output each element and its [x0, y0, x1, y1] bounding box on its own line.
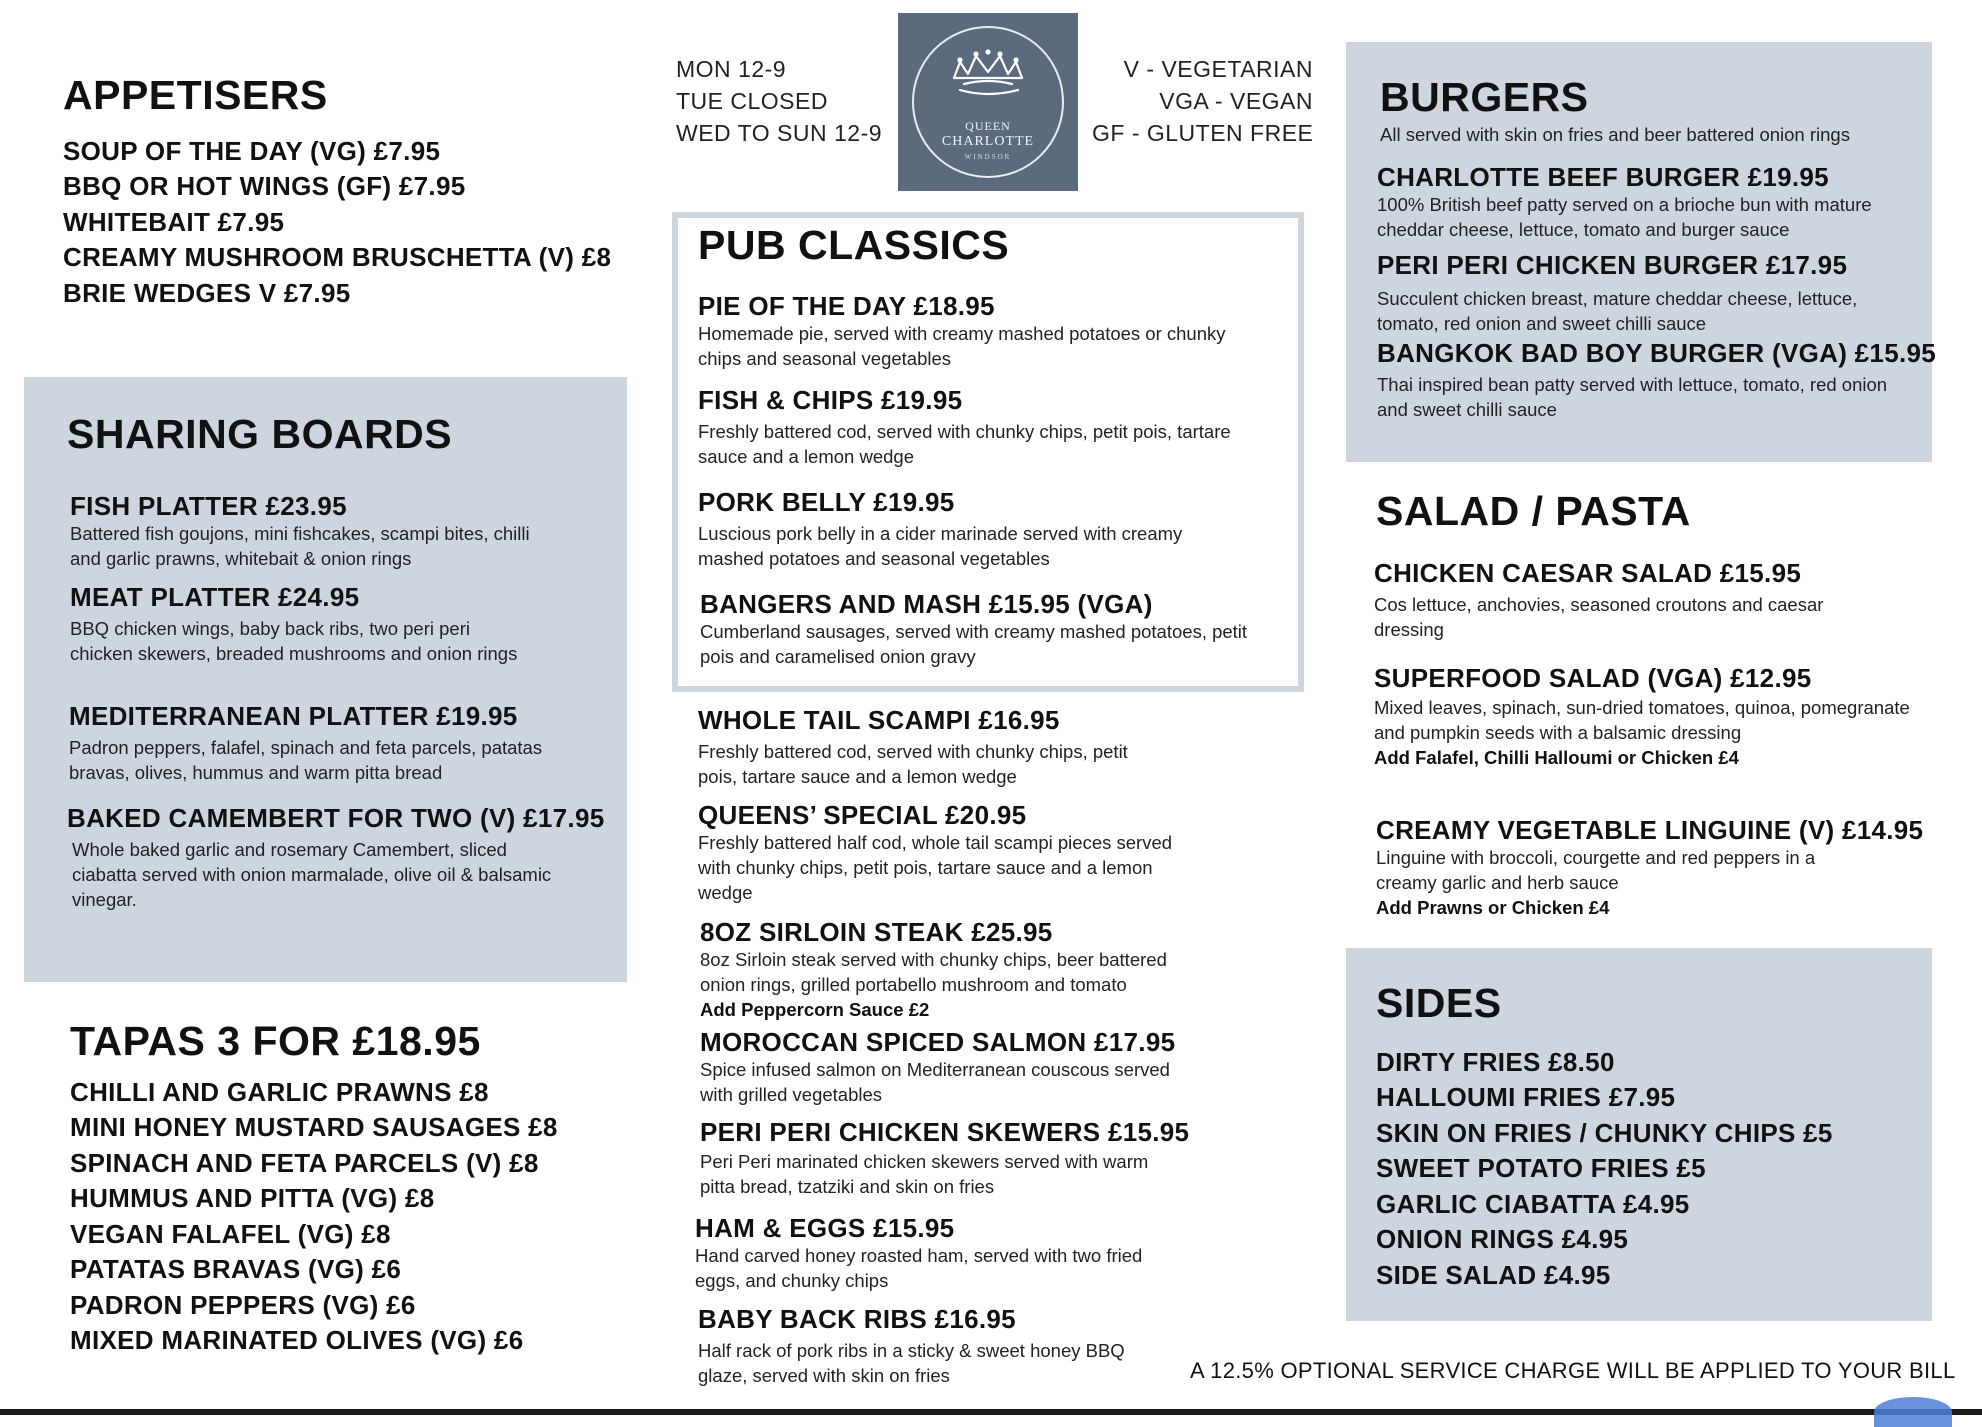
item-description: Thai inspired bean patty served with lettuce, tomato, red onion and sweet chilli sauce [1377, 374, 1888, 420]
item-name: CHICKEN CAESAR SALAD £15.95 [1374, 558, 1802, 588]
legend-line: VGA - VEGAN [1159, 88, 1313, 114]
item-description: 100% British beef patty served on a brioche bun with mature cheddar cheese, lettuce, tomato and burger sauce [1377, 194, 1872, 240]
side-item: SKIN ON FRIES / CHUNKY CHIPS £5 [1376, 1118, 1833, 1148]
sharing-boards-title: SHARING BOARDS [67, 411, 453, 457]
item-name: PERI PERI CHICKEN BURGER £17.95 [1377, 250, 1848, 280]
item-name: MEDITERRANEAN PLATTER £19.95 [69, 701, 518, 731]
item-name: 8OZ SIRLOIN STEAK £25.95 [700, 917, 1053, 947]
menu-item [700, 589, 1260, 669]
logo-text-windsor: WINDSOR [964, 153, 1012, 161]
item-description: 8oz Sirloin steak served with chunky chips, beer battered onion rings, grilled portabello mushroom and tomato [700, 949, 1167, 995]
sides-title: SIDES [1376, 980, 1502, 1026]
menu-item [698, 291, 1238, 371]
menu-item [70, 491, 550, 571]
side-item: ONION RINGS £4.95 [1376, 1224, 1629, 1254]
opening-hours [676, 53, 882, 149]
menu-item [700, 917, 1210, 1022]
appetiser-item: CREAMY MUSHROOM BRUSCHETTA (V) £8 [63, 242, 612, 272]
menu-item [698, 487, 1238, 571]
menu-item [1374, 663, 1914, 770]
item-description: Half rack of pork ribs in a sticky & sweet honey BBQ glaze, served with skin on fries [698, 1340, 1125, 1386]
item-description: Battered fish goujons, mini fishcakes, scampi bites, chilli and garlic prawns, whitebait & onion rings [70, 523, 530, 569]
item-description: Cumberland sausages, served with creamy mashed potatoes, petit pois and caramelised onion gravy [700, 621, 1248, 667]
item-name: QUEENS’ SPECIAL £20.95 [698, 800, 1027, 830]
tapas-item: MINI HONEY MUSTARD SAUSAGES £8 [70, 1112, 558, 1142]
dietary-legend [1092, 53, 1313, 149]
item-name: BABY BACK RIBS £16.95 [698, 1304, 1016, 1334]
burgers-title: BURGERS [1380, 74, 1589, 120]
menu-item [70, 582, 520, 666]
item-description: BBQ chicken wings, baby back ribs, two peri peri chicken skewers, breaded mushrooms and onion rings [70, 618, 518, 664]
tapas-item: MIXED MARINATED OLIVES (VG) £6 [70, 1325, 524, 1355]
item-name: MEAT PLATTER £24.95 [70, 582, 360, 612]
item-name: PERI PERI CHICKEN SKEWERS £15.95 [700, 1117, 1190, 1147]
item-description: Freshly battered cod, served with chunky chips, petit pois, tartare sauce and a lemon wedge [698, 741, 1128, 787]
item-name: FISH & CHIPS £19.95 [698, 385, 963, 415]
item-extra: Add Falafel, Chilli Halloumi or Chicken £4 [1374, 747, 1739, 768]
service-charge-note: A 12.5% OPTIONAL SERVICE CHARGE WILL BE APPLIED TO YOUR BILL [1190, 1358, 1956, 1383]
menu-item [67, 803, 605, 912]
hours-line: TUE CLOSED [676, 88, 828, 114]
menu-item [695, 1213, 1165, 1293]
side-item: HALLOUMI FRIES £7.95 [1376, 1082, 1676, 1112]
legend-line: V - VEGETARIAN [1123, 56, 1313, 82]
appetiser-item: BRIE WEDGES V £7.95 [63, 278, 351, 308]
item-name: BAKED CAMEMBERT FOR TWO (V) £17.95 [67, 803, 605, 833]
appetisers-title: APPETISERS [63, 72, 328, 118]
menu-item [698, 800, 1178, 905]
menu-item [698, 1304, 1168, 1388]
menu-item [698, 705, 1158, 789]
menu-item [1377, 162, 1917, 242]
tapas-item: HUMMUS AND PITTA (VG) £8 [70, 1183, 435, 1213]
item-description: Succulent chicken breast, mature cheddar cheese, lettuce, tomato, red onion and sweet chilli sauce [1377, 288, 1858, 334]
item-description: Cos lettuce, anchovies, seasoned croutons and caesar dressing [1374, 594, 1824, 640]
item-description: Whole baked garlic and rosemary Camembert, sliced ciabatta served with onion marmalade, olive oil & balsamic vinegar. [72, 839, 552, 910]
appetiser-item: WHITEBAIT £7.95 [63, 207, 285, 237]
menu-item [1376, 815, 1924, 920]
tapas-item: SPINACH AND FETA PARCELS (V) £8 [70, 1148, 539, 1178]
side-item: SWEET POTATO FRIES £5 [1376, 1153, 1706, 1183]
item-extra: Add Peppercorn Sauce £2 [700, 999, 930, 1020]
item-description: Peri Peri marinated chicken skewers served with warm pitta bread, tzatziki and skin on fries [700, 1151, 1149, 1197]
appetiser-item: BBQ OR HOT WINGS (GF) £7.95 [63, 171, 466, 201]
legend-line: GF - GLUTEN FREE [1092, 120, 1314, 146]
item-description: Freshly battered half cod, whole tail scampi pieces served with chunky chips, petit pois, tartare sauce and a lemon wedge [698, 832, 1173, 903]
hours-line: MON 12-9 [676, 56, 787, 82]
corner-badge [1874, 1397, 1952, 1427]
menu-item [698, 385, 1238, 469]
item-name: HAM & EGGS £15.95 [695, 1213, 955, 1243]
crown-icon [946, 48, 1030, 98]
tapas-item: CHILLI AND GARLIC PRAWNS £8 [70, 1077, 489, 1107]
item-description: Linguine with broccoli, courgette and red peppers in a creamy garlic and herb sauce [1376, 847, 1816, 893]
side-item: GARLIC CIABATTA £4.95 [1376, 1189, 1690, 1219]
menu-item [700, 1027, 1180, 1107]
item-description: Freshly battered cod, served with chunky chips, petit pois, tartare sauce and a lemon wedge [698, 421, 1231, 467]
menu-item [1374, 558, 1874, 642]
bottom-border [0, 1409, 1982, 1415]
item-description: Hand carved honey roasted ham, served with two fried eggs, and chunky chips [695, 1245, 1143, 1291]
item-name: MOROCCAN SPICED SALMON £17.95 [700, 1027, 1176, 1057]
item-name: SUPERFOOD SALAD (VGA) £12.95 [1374, 663, 1812, 693]
item-name: WHOLE TAIL SCAMPI £16.95 [698, 705, 1060, 735]
logo [898, 13, 1078, 191]
tapas-title: TAPAS 3 FOR £18.95 [70, 1018, 481, 1064]
salad-pasta-title: SALAD / PASTA [1376, 488, 1691, 534]
appetiser-item: SOUP OF THE DAY (VG) £7.95 [63, 136, 441, 166]
item-description: Spice infused salmon on Mediterranean couscous served with grilled vegetables [700, 1059, 1170, 1105]
item-name: PIE OF THE DAY £18.95 [698, 291, 995, 321]
item-name: CHARLOTTE BEEF BURGER £19.95 [1377, 162, 1829, 192]
menu-item [1377, 338, 1937, 422]
item-name: BANGKOK BAD BOY BURGER (VGA) £15.95 [1377, 338, 1937, 368]
item-description: Padron peppers, falafel, spinach and feta parcels, patatas bravas, olives, hummus and warm pitta bread [69, 737, 543, 783]
item-description: Homemade pie, served with creamy mashed potatoes or chunky chips and seasonal vegetables [698, 323, 1226, 369]
menu-item [69, 701, 589, 785]
item-name: CREAMY VEGETABLE LINGUINE (V) £14.95 [1376, 815, 1924, 845]
item-name: BANGERS AND MASH £15.95 (VGA) [700, 589, 1153, 619]
tapas-item: VEGAN FALAFEL (VG) £8 [70, 1219, 391, 1249]
menu-item [700, 1117, 1190, 1199]
item-description: Mixed leaves, spinach, sun-dried tomatoes, quinoa, pomegranate and pumpkin seeds with a balsamic dressing [1374, 697, 1910, 743]
logo-text-queen: QUEEN [965, 119, 1011, 133]
pub-classics-title: PUB CLASSICS [698, 222, 1010, 268]
item-extra: Add Prawns or Chicken £4 [1376, 897, 1610, 918]
item-name: FISH PLATTER £23.95 [70, 491, 347, 521]
hours-line: WED TO SUN 12-9 [676, 120, 883, 146]
menu-item [1377, 250, 1917, 336]
burgers-subtitle: All served with skin on fries and beer battered onion rings [1380, 124, 1850, 145]
logo-text-charlotte: CHARLOTTE [941, 134, 1035, 149]
tapas-item: PATATAS BRAVAS (VG) £6 [70, 1254, 402, 1284]
side-item: SIDE SALAD £4.95 [1376, 1260, 1611, 1290]
side-item: DIRTY FRIES £8.50 [1376, 1047, 1615, 1077]
item-description: Luscious pork belly in a cider marinade served with creamy mashed potatoes and seasonal vegetables [698, 523, 1183, 569]
item-name: PORK BELLY £19.95 [698, 487, 955, 517]
tapas-item: PADRON PEPPERS (VG) £6 [70, 1290, 416, 1320]
